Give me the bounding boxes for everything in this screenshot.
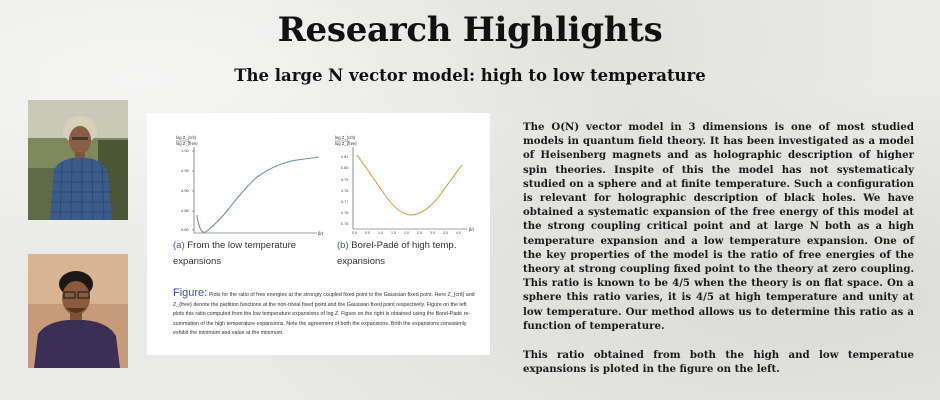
left-plot-curve bbox=[197, 157, 319, 232]
right-plot-curve bbox=[357, 155, 462, 215]
right-ytick-label: 0.76 bbox=[341, 211, 349, 215]
right-xtick-label: 0.0 bbox=[352, 231, 357, 235]
page-title: Research Highlights bbox=[277, 10, 663, 50]
figure-caption-label: Figure: bbox=[173, 287, 208, 299]
left-plot-xlabel: β/τ bbox=[318, 231, 324, 236]
right-ytick-label: 0.77 bbox=[341, 200, 349, 204]
left-plot bbox=[167, 133, 327, 237]
description-text bbox=[523, 120, 914, 391]
subcaption-b bbox=[337, 238, 477, 270]
right-xtick-label: 1.5 bbox=[391, 231, 396, 235]
left-ytick-label: 0.90 bbox=[181, 188, 189, 193]
description-paragraph-2: This ratio obtained from both the high and low temperatue expansions is ploted in the figure on the left. bbox=[523, 349, 914, 376]
subcaption-b-line1: Borel-Padé of high temp. bbox=[351, 240, 457, 251]
right-xtick-label: 0.5 bbox=[365, 231, 370, 235]
right-xtick-label: 3.5 bbox=[443, 231, 448, 235]
left-ytick-label: 0.80 bbox=[181, 227, 189, 232]
left-ytick-label: 0.85 bbox=[181, 208, 189, 213]
right-ytick-label: 0.78 bbox=[341, 189, 349, 193]
right-ytick-label: 0.80 bbox=[341, 166, 349, 170]
figure-card bbox=[147, 113, 490, 355]
left-plot-ylabel-top: log Z_{crit} bbox=[176, 135, 197, 140]
subcaption-b-line2: expansions bbox=[337, 256, 386, 267]
page-subtitle: The large N vector model: high to low temperature bbox=[234, 66, 706, 85]
left-ytick-label: 0.95 bbox=[181, 168, 189, 173]
left-plot-ylabel-bottom: log Z_{free} bbox=[176, 141, 198, 146]
subcaption-a-label: (a) bbox=[173, 240, 185, 251]
right-plot-ylabel-bottom: log Z_{free} bbox=[335, 141, 357, 146]
right-ytick-label: 0.75 bbox=[341, 222, 349, 226]
right-xtick-label: 3.0 bbox=[430, 231, 435, 235]
right-xtick-label: 4.0 bbox=[456, 231, 461, 235]
right-plot-ylabel-top: log Z_{crit} bbox=[335, 135, 356, 140]
researcher-photo-2 bbox=[28, 254, 128, 368]
right-plot-xlabel: β/τ bbox=[469, 227, 475, 232]
right-ytick-label: 0.81 bbox=[341, 155, 349, 159]
subcaption-b-label: (b) bbox=[337, 240, 349, 251]
right-ytick-label: 0.79 bbox=[341, 178, 349, 182]
description-paragraph-1: The O(N) vector model in 3 dimensions is one of most studied models in quantum field theory. It has been investigated as a model of Heisenberg magnets and as holographic description of higher spin theories. Inspite of this the model has not systematicaly studied on a sphere and at finite temperature. Such a configuration is relevant for holographic description of black holes. We have obtained a systematic expansion of the free energy of this model at the strong coupling critical point and at large N both as a high temperature expansion and a low temperature expansion. One of the key properties of the model is the ratio of free energies of the theory at strong coupling fixed point to the theory at zero coupling. This ratio is known to be 4/5 when the theory is on flat space. On a sphere this ratio varies, it is 4/5 at high temperature and unity at low temperature. Our method allows us to determine this ratio as a function of temperature. bbox=[523, 121, 914, 332]
researcher-photo-1 bbox=[28, 100, 128, 220]
right-xtick-label: 2.0 bbox=[404, 231, 409, 235]
subcaption-a-line1: From the low temperature bbox=[187, 240, 297, 251]
subcaption-a bbox=[173, 238, 323, 270]
right-xtick-label: 2.5 bbox=[417, 231, 422, 235]
right-plot bbox=[335, 133, 485, 237]
figure-caption bbox=[173, 289, 478, 339]
figure-caption-text: Plots for the ratio of free energies at the strongly coupled fixed point to the Gaussian fixed point. Here Z_{crit} and Z_{free} denote the partition functions at the non-trivial fixed point and the Gaussian fixed point respectively. Figure on the left plots this ratio computed from the low temperature expansions of log Z. Figure on the right is obtained using the Borel-Padé re-summation of the high temperature expansions. Note the agreement of both the expansions. Both the expansions consistenly exhibit the minimum and value at the minimum. bbox=[173, 292, 475, 337]
left-ytick-label: 1.00 bbox=[181, 148, 189, 153]
right-xtick-label: 1.0 bbox=[378, 231, 383, 235]
subcaption-a-line2: expansions bbox=[173, 256, 222, 267]
